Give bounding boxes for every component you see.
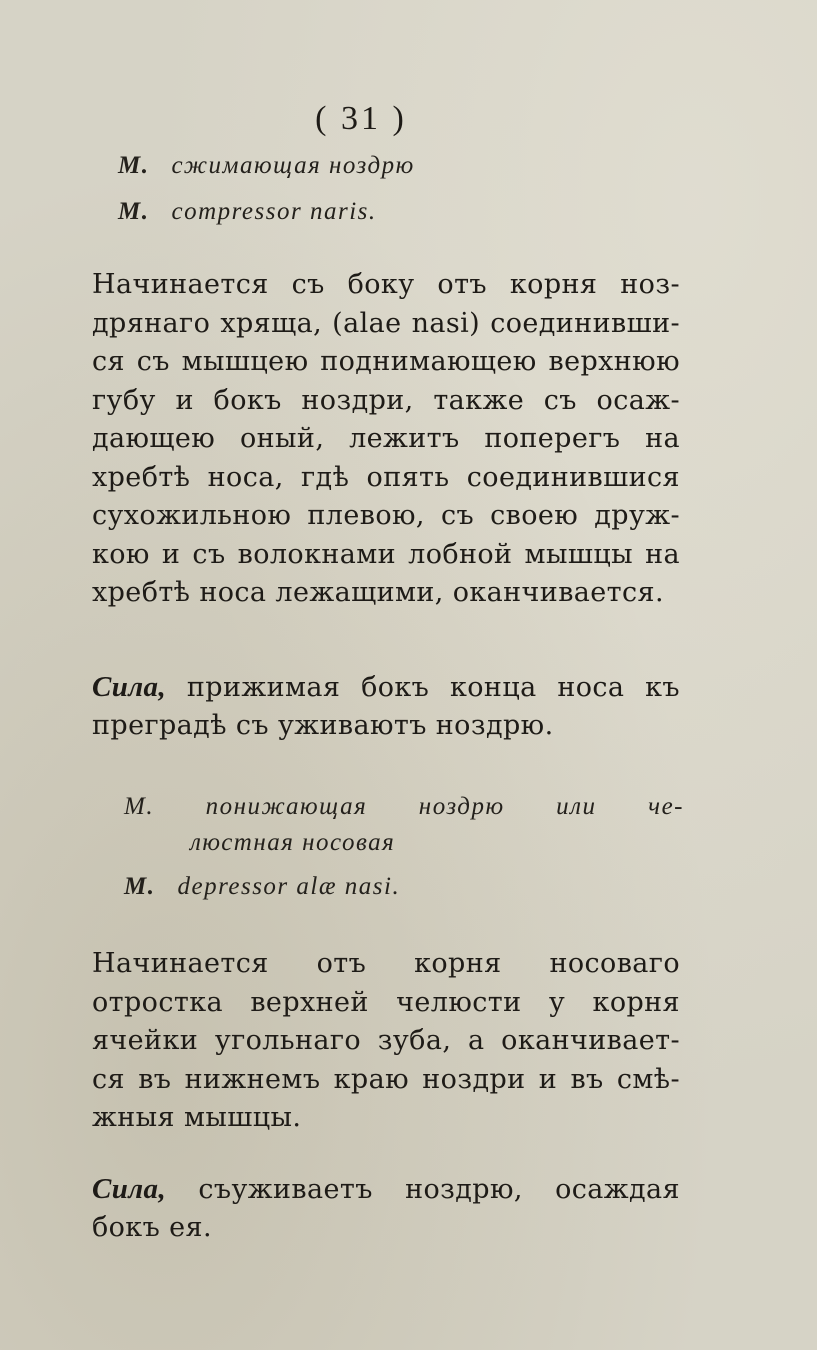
heading-abbrev: M. (124, 873, 156, 900)
heading-abbrev: M. (118, 198, 150, 225)
text-line: дрянаго хряща, (alae nasi) соединивши- (92, 307, 680, 339)
origin-paragraph (92, 945, 680, 1138)
action-label: Сила, (92, 1173, 167, 1205)
text-line: ся съ мышцею поднимающею верхнюю (92, 346, 680, 377)
text-line (92, 668, 680, 707)
text-line (92, 1170, 680, 1209)
muscle-heading-latin (118, 198, 377, 226)
text-line: жныя мышцы. (92, 1102, 302, 1133)
action-label: Сила, (92, 671, 167, 703)
heading-text: compressor naris. (171, 198, 377, 225)
text-line: сухожильною плевою, съ своею друж- (92, 500, 680, 531)
text-line: Начинается отъ корня носоваго (92, 948, 680, 979)
text-line: бокъ ея. (92, 1211, 212, 1243)
text-line: хребтѣ носа лежащими, оканчивается. (92, 577, 664, 608)
heading-text: depressor alæ nasi. (177, 873, 401, 900)
text-line: хребтѣ носа, гдѣ опять соединившися (92, 461, 680, 493)
action-paragraph (92, 1170, 680, 1247)
muscle-heading-latin (124, 873, 400, 901)
muscle-heading-russian (118, 152, 415, 180)
text-fragment: прижимая бокъ конца носа къ (186, 672, 680, 703)
text-line: Начинается съ боку отъ корня ноз- (92, 269, 680, 300)
origin-paragraph (92, 266, 680, 613)
heading-text: сжимающая ноздрю (171, 152, 415, 179)
text-line: кою и съ волокнами лобной мышцы на (92, 538, 680, 570)
action-paragraph (92, 668, 680, 745)
text-line: ячейки угольнаго зуба, а оканчивает- (92, 1025, 680, 1056)
heading-abbrev: М. (118, 152, 150, 179)
text-line: дающею оный, лежитъ поперегъ на (92, 423, 680, 454)
text-line: преградѣ съ уживаютъ ноздрю. (92, 709, 554, 741)
text-line: отростка верхней челюсти у корня (92, 986, 680, 1018)
muscle-heading-russian-cont: люстная носовая (190, 829, 396, 856)
muscle-heading-russian: М. понижающая ноздрю или че- (124, 793, 684, 820)
text-line: ся въ нижнемъ краю ноздри и въ смѣ- (92, 1063, 680, 1095)
text-line: губу и бокъ ноздри, также съ осаж- (92, 384, 680, 416)
text-fragment: съуживаетъ ноздрю, осаждая (198, 1174, 680, 1205)
page-number: ( 31 ) (315, 100, 407, 137)
